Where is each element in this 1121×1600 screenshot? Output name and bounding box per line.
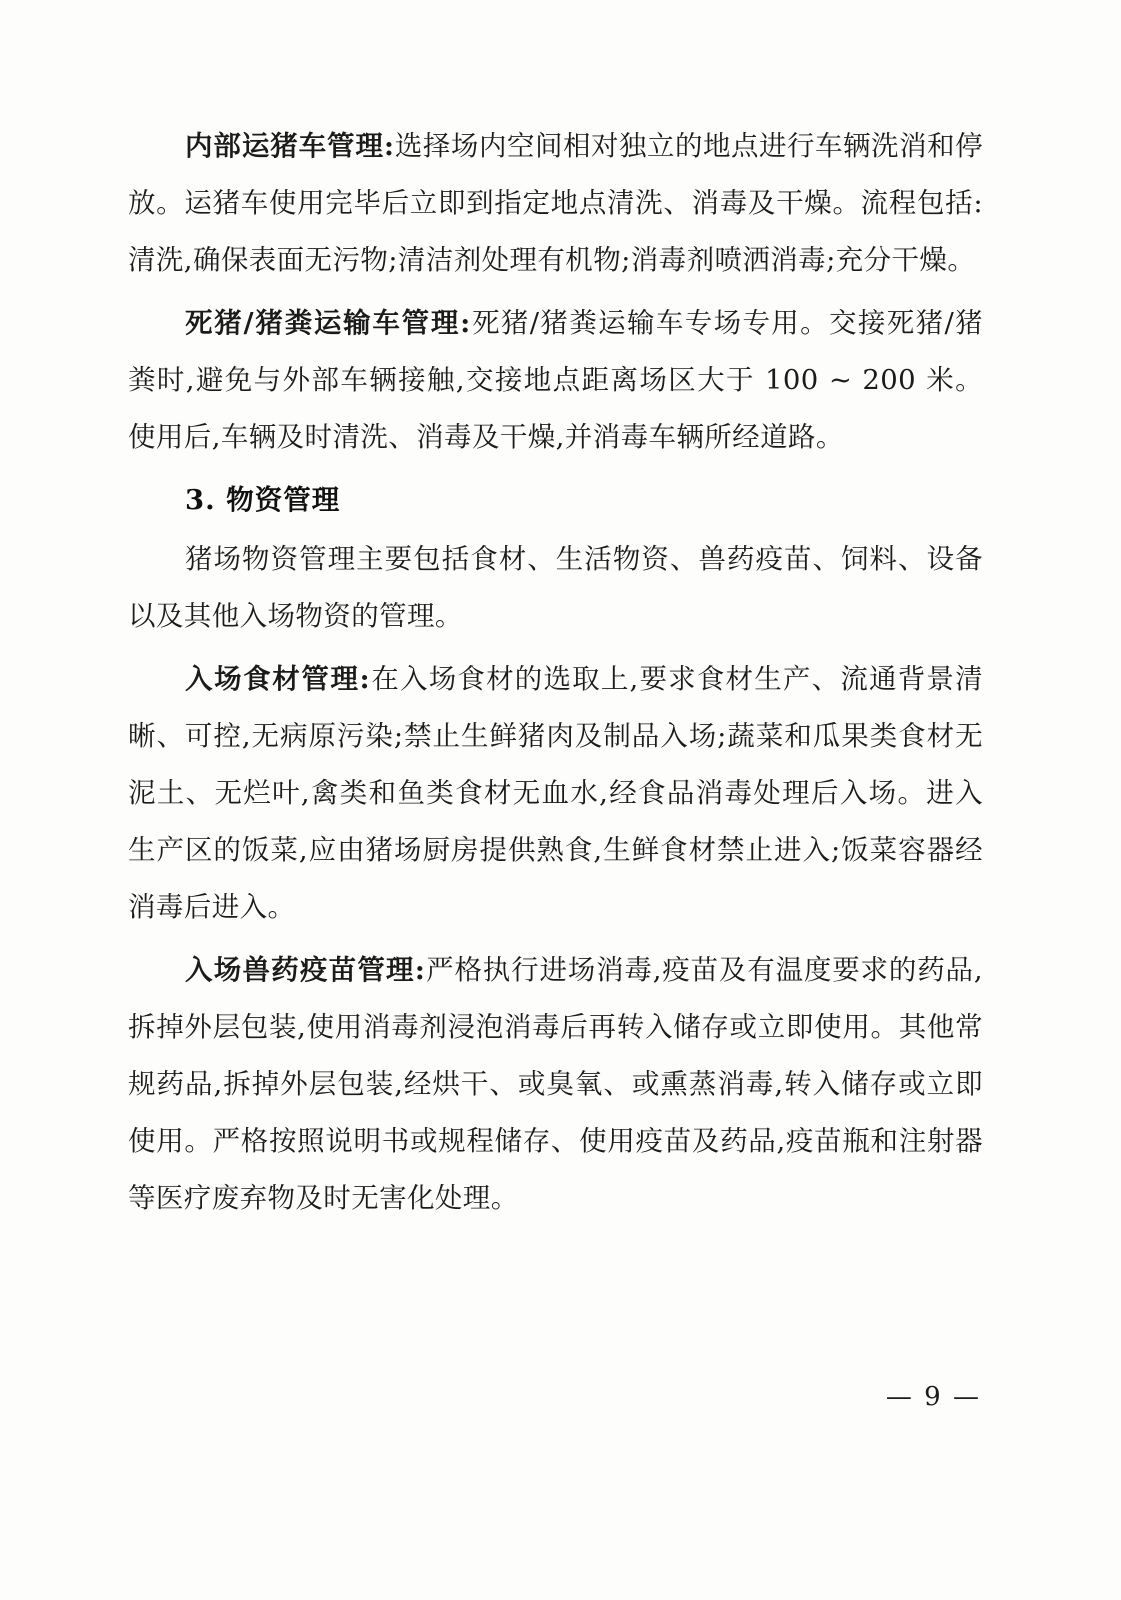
paragraph-body-incoming-food-materials: 在入场食材的选取上,要求食材生产、流通背景清晰、可控,无病原污染;禁止生鲜猪肉及制品入场;蔬菜和瓜果类食材无泥土、无烂叶,禽类和鱼类食材无血水,经食品消毒处理后入场。进入生产区的饭菜,应由猪场厨房提供熟食,生鲜食材禁止进入;饭菜容器经消毒后进入。 [128,663,983,923]
paragraph-body-materials-overview: 猪场物资管理主要包括食材、生活物资、兽药疫苗、饲料、设备以及其他入场物资的管理。 [128,543,983,632]
paragraph-body-dead-pig-manure-truck: 死猪/猪粪运输车专场专用。交接死猪/猪粪时,避免与外部车辆接触,交接地点距离场区大于 100 ~ 200 米。使用后,车辆及时清洗、消毒及干燥,并消毒车辆所经道路。 [128,307,983,453]
page-content [128,118,983,1229]
paragraph-lead-internal-pig-truck: 内部运猪车管理: [185,130,395,162]
page-number: — 9 — [885,1382,981,1412]
section-heading-materials-management: 3. 物资管理 [185,484,341,516]
paragraph-materials-overview [128,531,983,645]
paragraph-lead-incoming-food-materials: 入场食材管理: [185,663,371,695]
paragraph-incoming-veterinary-drugs-vaccines [128,942,983,1227]
paragraph-internal-pig-truck [128,118,983,289]
paragraph-lead-incoming-veterinary-drugs-vaccines: 入场兽药疫苗管理: [185,954,426,986]
paragraph-dead-pig-manure-truck [128,295,983,466]
paragraph-body-incoming-veterinary-drugs-vaccines: 严格执行进场消毒,疫苗及有温度要求的药品,拆掉外层包装,使用消毒剂浸泡消毒后再转入储存或立即使用。其他常规药品,拆掉外层包装,经烘干、或臭氧、或熏蒸消毒,转入储存或立即使用。严格按照说明书或规程储存、使用疫苗及药品,疫苗瓶和注射器等医疗废弃物及时无害化处理。 [128,954,983,1214]
paragraph-lead-dead-pig-manure-truck: 死猪/猪粪运输车管理: [185,307,472,339]
paragraph-incoming-food-materials [128,651,983,936]
paragraph-body-internal-pig-truck: 选择场内空间相对独立的地点进行车辆洗消和停放。运猪车使用完毕后立即到指定地点清洗、消毒及干燥。流程包括:清洗,确保表面无污物;清洁剂处理有机物;消毒剂喷洒消毒;充分干燥。 [128,130,983,276]
